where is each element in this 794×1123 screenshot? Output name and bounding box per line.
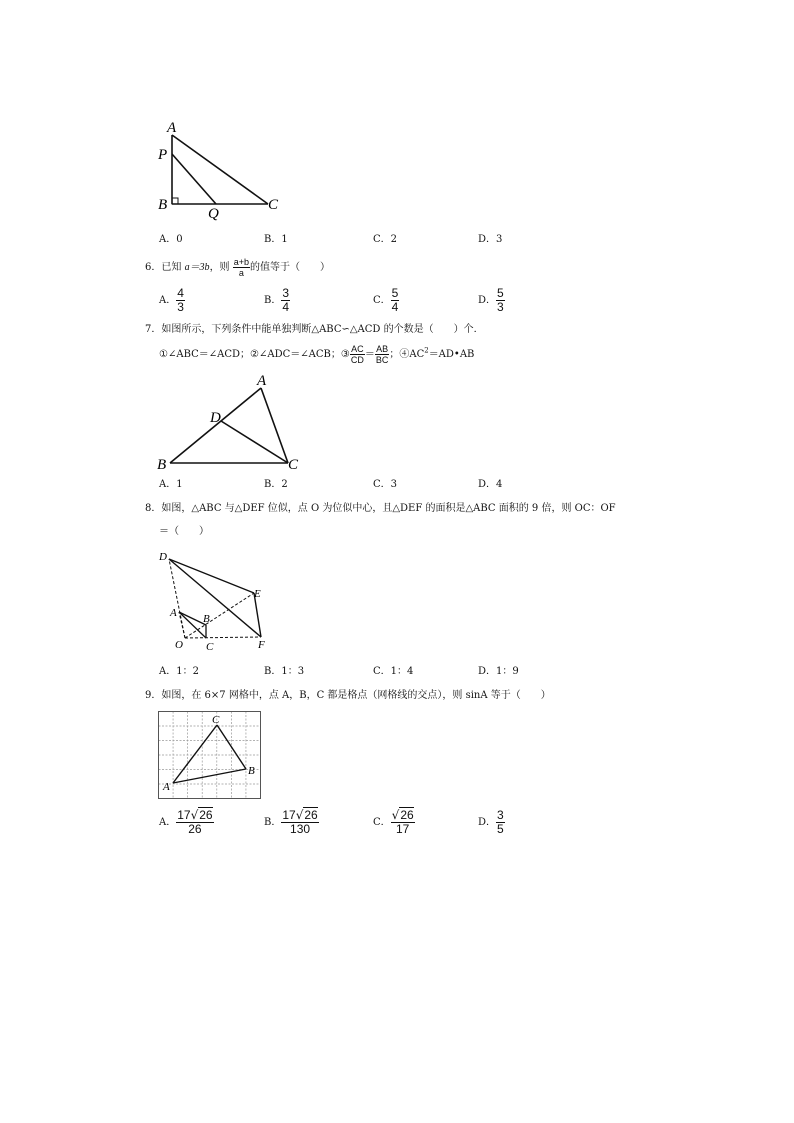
label-a: A — [167, 120, 177, 136]
label-a: A — [257, 373, 267, 389]
label-c: C — [206, 641, 214, 653]
figure-right-triangle-pq — [150, 115, 290, 225]
q7-conditions: ①∠ABC＝∠ACD；②∠ADC＝∠ACB；③ $\frac{AC}{CD}$ ＝ $\frac{AB}{BC}$ ；$④AC^2=AD•AB$ — [159, 344, 475, 365]
q7-option-c: C．3 — [373, 479, 398, 490]
q5-option-a: A．0 — [159, 234, 183, 245]
q8-option-b: B．1：3 — [264, 666, 305, 677]
label-d: D — [159, 551, 167, 563]
figure-triangle-abc-d — [150, 370, 310, 475]
q5-option-c: C．2 — [373, 234, 398, 245]
label-c: C — [288, 457, 299, 473]
question-6: 6．已知 a＝3b，则 $\frac{a+b}{a}$ 的值等于（ ） — [145, 257, 331, 278]
q7-option-b: B．2 — [264, 479, 288, 490]
question-7: 7．如图所示，下列条件中能单独判断△ABC∽△ACD 的个数是（ ）个． — [145, 324, 484, 335]
label-o: O — [175, 639, 183, 651]
q7-option-a: A．1 — [159, 479, 183, 490]
question-number: 9． — [145, 690, 162, 701]
figure-homothety-abc-def — [150, 545, 280, 655]
q8-option-c: C．1：4 — [373, 666, 414, 677]
label-a: A — [170, 607, 177, 619]
label-p: P — [158, 147, 168, 163]
q8-option-a: A．1：2 — [159, 666, 199, 677]
label-f: F — [258, 639, 265, 651]
label-c: C — [268, 197, 279, 213]
label-d: D — [210, 410, 221, 426]
q7-option-d: D．4 — [478, 479, 503, 490]
q5-option-b: B．1 — [264, 234, 288, 245]
label-b: B — [248, 765, 255, 777]
label-e: E — [254, 588, 261, 600]
label-q: Q — [208, 206, 219, 222]
q9-option-a: A． $\frac{17√26}{26}$ — [159, 808, 213, 836]
question-number: 7． — [145, 324, 162, 335]
q9-option-d: D． $\frac{3}{5}$ — [478, 808, 504, 836]
question-number: 8． — [145, 503, 162, 514]
label-b: B — [158, 197, 168, 213]
question-8: 8．如图，△ABC 与△DEF 位似，点 O 为位似中心，且△DEF 的面积是△ABC 面积的 9 倍，则 OC：OF — [145, 503, 616, 514]
q6-option-b: B． $\frac{3}{4}$ — [264, 286, 290, 314]
q6-option-c: C． $\frac{5}{4}$ — [373, 286, 399, 314]
q8-option-d: D．1：9 — [478, 666, 519, 677]
label-b: B — [203, 613, 210, 625]
label-a: A — [163, 781, 170, 793]
q6-option-a: A． $\frac{4}{3}$ — [159, 286, 184, 314]
figure-grid-triangle — [155, 708, 265, 803]
label-b: B — [157, 457, 167, 473]
q5-option-d: D．3 — [478, 234, 503, 245]
q6-option-d: D． $\frac{5}{3}$ — [478, 286, 504, 314]
question-8-line2: ＝（ ） — [159, 526, 209, 537]
question-9: 9．如图，在 6×7 网格中，点 A，B，C 都是格点（网格线的交点），则 sinA 等于（ ） — [145, 690, 551, 701]
fraction-a-plus-b-over-a: $\frac{a+b}{a}$ — [233, 257, 250, 278]
q9-option-c: C． $\frac{√26}{17}$ — [373, 808, 414, 836]
question-number: 6． — [145, 262, 162, 273]
label-c: C — [212, 714, 220, 726]
q9-option-b: B． $\frac{17√26}{130}$ — [264, 808, 318, 836]
